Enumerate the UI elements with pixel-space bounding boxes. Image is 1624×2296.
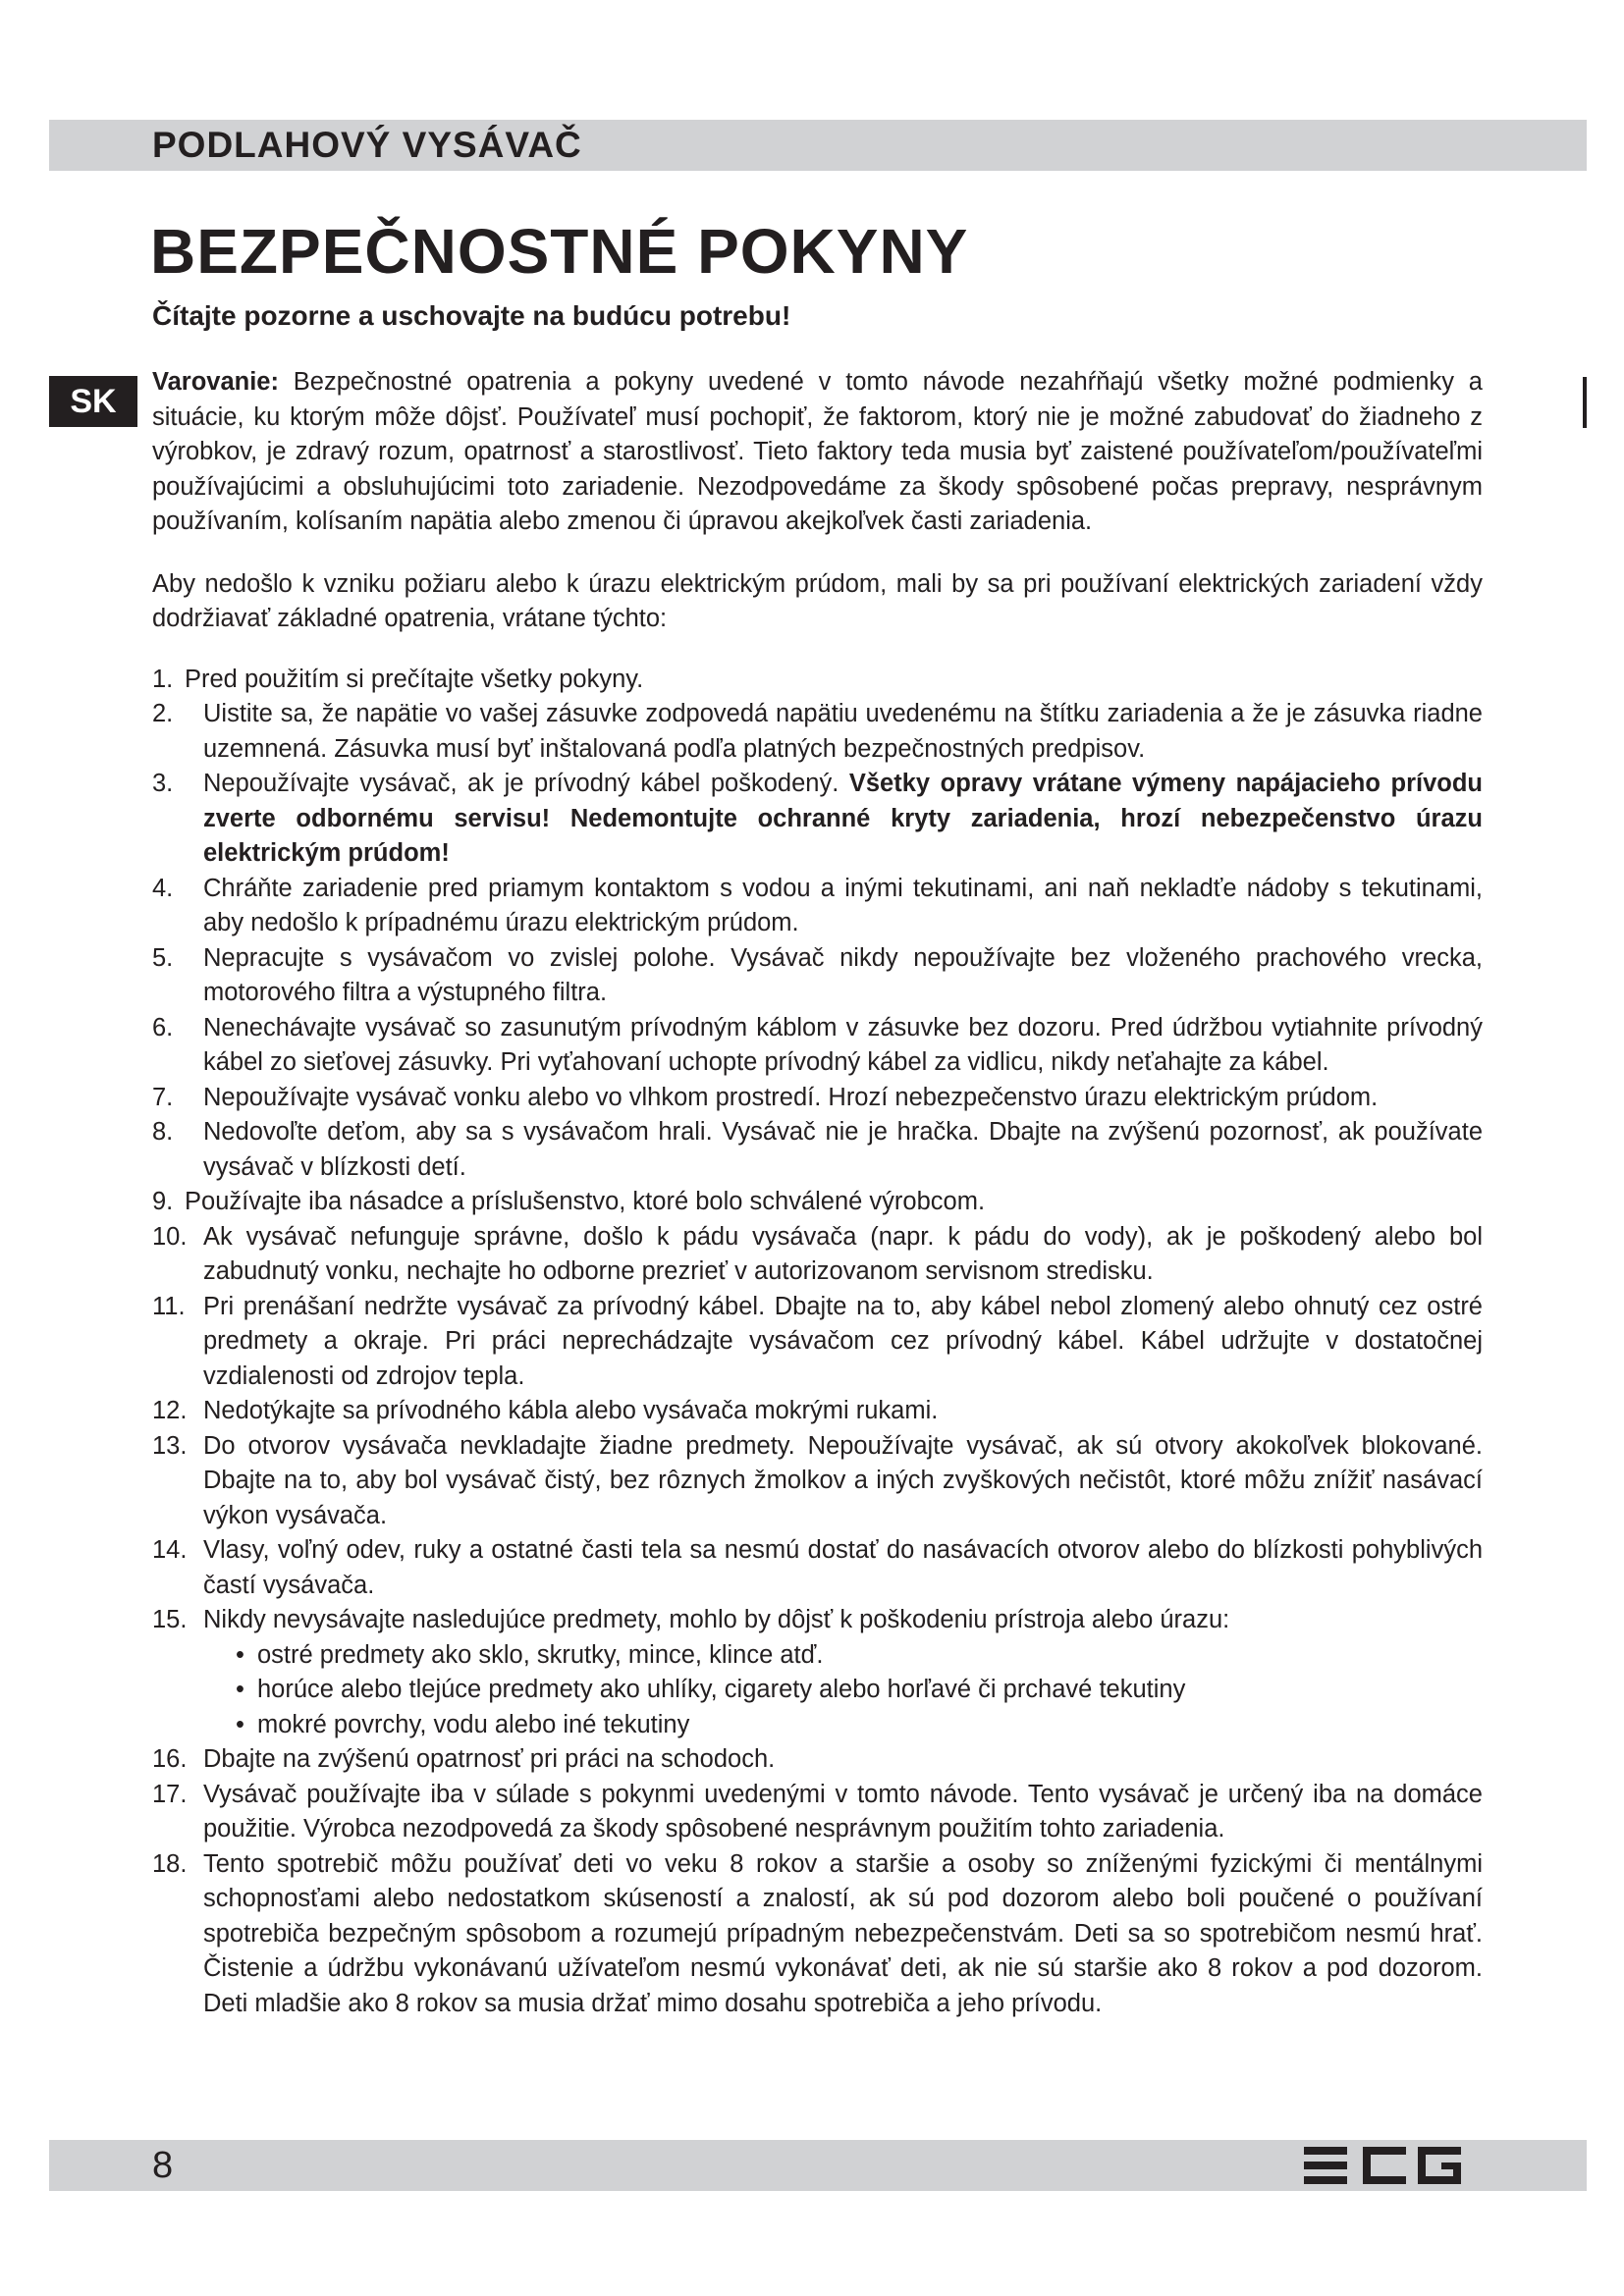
item-text: Nedotýkajte sa prívodného kábla alebo vysávača mokrými rukami.: [203, 1397, 939, 1424]
warning-text: Bezpečnostné opatrenia a pokyny uvedené v tomto návode nezahŕňajú všetky možné podmienky a situácie, ku ktorým môže dôjsť. Používateľ musí pochopiť, že faktorom, ktorý nie je možné zabudovať do žiadneho z výrobkov, je zdravý rozum, opatrnosť a starostlivosť. Tieto faktory teda musia byť zaistené používateľom/používateľmi používajúcimi a obsluhujúcimi toto zariadenie. Nezodpovedáme za škody spôsobené počas prepravy, nesprávnym používaním, kolísaním napätia alebo zmenou či úpravou akejkoľvek časti zariadenia.: [152, 368, 1483, 535]
instruction-item-5: [152, 941, 1483, 1011]
bullet-list: [182, 1638, 1483, 1743]
item-number: 7.: [152, 1083, 174, 1111]
bullet-text: mokré povrchy, vodu alebo iné tekutiny: [257, 1710, 690, 1738]
bullet-dot-icon: •: [236, 1676, 244, 1703]
item-number: 17.: [152, 1780, 188, 1808]
instruction-list: [152, 663, 1483, 2022]
page-title: BEZPEČNOSTNÉ POKYNY: [150, 216, 969, 287]
instruction-item-3: [152, 767, 1483, 872]
item-number: 13.: [152, 1431, 188, 1460]
item-number: 9.: [152, 1188, 174, 1215]
bullet-dot-icon: •: [236, 1710, 244, 1738]
instruction-item-17: [152, 1778, 1483, 1847]
item-number: 11.: [152, 1292, 186, 1320]
item-text: Uistite sa, že napätie vo vašej zásuvke zodpovedá napätiu uvedenému na štítku zariadenia a že je zásuvka riadne uzemnená. Zásuvka musí byť inštalovaná podľa platných bezpečnostných predpisov.: [203, 700, 1483, 763]
item-number: 4.: [152, 874, 174, 902]
instruction-item-2: [152, 697, 1483, 767]
item-text: Pri prenášaní nedržte vysávač za prívodný kábel. Dbajte na to, aby kábel nebol zlomený alebo ohnutý cez ostré predmety a okraje. Pri práci neprechádzajte vysávačom cez prívodný kábel. Kábel udržujte v dostatočnej vzdialenosti od zdrojov tepla.: [203, 1292, 1483, 1390]
item-number: 14.: [152, 1536, 188, 1564]
bullet-text: horúce alebo tlejúce predmety ako uhlíky, cigarety alebo horľavé či prchavé tekutiny: [257, 1676, 1186, 1703]
instruction-item-18: [152, 1847, 1483, 2022]
instruction-item-15: [152, 1603, 1483, 1742]
warning-paragraph: [152, 365, 1483, 540]
item-number: 3.: [152, 770, 174, 797]
item-text: Nepoužívajte vysávač vonku alebo vo vlhkom prostredí. Hrozí nebezpečenstvo úrazu elektrickým prúdom.: [203, 1083, 1379, 1111]
item-number: 8.: [152, 1118, 174, 1146]
document-body: [152, 365, 1483, 2021]
instruction-item-1: [152, 663, 1483, 698]
instruction-item-4: [152, 872, 1483, 941]
instruction-item-16: [152, 1742, 1483, 1778]
item-text: Ak vysávač nefunguje správne, došlo k pádu vysávača (napr. k pádu do vody), ak je poškodený alebo bol zabudnutý vonku, nechajte ho odborne prezrieť v autorizovanom servisnom stredisku.: [203, 1222, 1483, 1285]
margin-marker: [1583, 377, 1587, 428]
item-number: 2.: [152, 700, 174, 727]
item-text: Nepracujte s vysávačom vo zvislej polohe. Vysávač nikdy nepoužívajte bez vloženého prachového vrecka, motorového filtra a výstupného filtra.: [203, 943, 1483, 1006]
item-bold-text: Všetky opravy vrátane výmeny napájacieho prívodu zverte odbornému servisu! Nedemontujte ochranné kryty zariadenia, hrozí nebezpečenstvo úrazu elektrickým prúdom!: [203, 770, 1483, 867]
header-title: PODLAHOVÝ VYSÁVAČ: [152, 125, 582, 165]
item-number: 1.: [152, 665, 174, 693]
item-text: Do otvorov vysávača nevkladajte žiadne predmety. Nepoužívajte vysávač, ak sú otvory akokoľvek blokované. Dbajte na to, aby bol vysávač čistý, bez rôznych žmolkov a iných zvyškových nečistôt, ktoré môžu znížiť nasávací výkon vysávača.: [203, 1431, 1483, 1529]
language-badge: SK: [49, 376, 137, 427]
item-number: 15.: [152, 1606, 188, 1633]
bullet-text: ostré predmety ako sklo, skrutky, mince, klince atď.: [257, 1640, 824, 1669]
item-number: 10.: [152, 1222, 188, 1251]
item-text: Nikdy nevysávajte nasledujúce predmety, mohlo by dôjsť k poškodeniu prístroja alebo úrazu:: [203, 1606, 1230, 1633]
instruction-item-13: [152, 1429, 1483, 1534]
page-number: 8: [152, 2145, 174, 2186]
subtitle: Čítajte pozorne a uschovajte na budúcu potrebu!: [152, 300, 791, 331]
instruction-item-7: [152, 1081, 1483, 1116]
instruction-item-6: [152, 1011, 1483, 1081]
item-number: 16.: [152, 1745, 188, 1773]
item-number: 5.: [152, 943, 174, 972]
item-text: Dbajte na zvýšenú opatrnosť pri práci na schodoch.: [203, 1745, 776, 1773]
item-text: Nedovoľte deťom, aby sa s vysávačom hrali. Vysávač nie je hračka. Dbajte na zvýšenú pozornosť, ak používate vysávač v blízkosti detí.: [203, 1118, 1483, 1181]
item-text: Vysávač používajte iba v súlade s pokynmi uvedenými v tomto návode. Tento vysávač je určený iba na domáce použitie. Výrobca nezodpovedá za škody spôsobené nesprávnym použitím tohto zariadenia.: [203, 1780, 1483, 1842]
bullet-dot-icon: •: [236, 1640, 244, 1669]
bullet-item: [236, 1673, 1483, 1708]
item-text: Nepoužívajte vysávač, ak je prívodný kábel poškodený.: [203, 770, 849, 797]
item-text: Používajte iba násadce a príslušenstvo, ktoré bolo schválené výrobcom.: [185, 1188, 986, 1215]
warning-label: Varovanie:: [152, 368, 279, 396]
bullet-item: [236, 1708, 1483, 1743]
item-number: 12.: [152, 1397, 188, 1424]
instruction-item-14: [152, 1533, 1483, 1603]
item-text: Tento spotrebič môžu používať deti vo veku 8 rokov a staršie a osoby so zníženými fyzickými či mentálnymi schopnosťami alebo nedostatkom skúseností a znalostí, ak sú pod dozorom alebo boli poučené o používaní spotrebiča bezpečným spôsobom a rozumejú prípadným nebezpečenstvám. Deti sa so spotrebičom nesmú hrať. Čistenie a údržbu vykonávanú užívateľom nesmú vykonávať deti, ak nie sú staršie ako 8 rokov a pod dozorom. Deti mladšie ako 8 rokov sa musia držať mimo dosahu spotrebiča a jeho prívodu.: [203, 1849, 1483, 2017]
item-number: 6.: [152, 1013, 174, 1041]
instruction-item-9: [152, 1185, 1483, 1220]
instruction-item-11: [152, 1290, 1483, 1395]
item-text: Vlasy, voľný odev, ruky a ostatné časti tela sa nesmú dostať do nasávacích otvorov alebo do blízkosti pohyblivých častí vysávača.: [203, 1536, 1483, 1599]
item-text: Pred použitím si prečítajte všetky pokyny.: [185, 665, 644, 693]
intro-paragraph: Aby nedošlo k vzniku požiaru alebo k úrazu elektrickým prúdom, mali by sa pri používaní elektrických zariadení vždy dodržiavať základné opatrenia, vrátane týchto:: [152, 569, 1483, 632]
instruction-item-12: [152, 1394, 1483, 1429]
item-text: Chráňte zariadenie pred priamym kontaktom s vodou a inými tekutinami, ani naň nekladťe nádoby s tekutinami, aby nedošlo k prípadnému úrazu elektrickým prúdom.: [203, 874, 1483, 936]
item-text: Nenechávajte vysávač so zasunutým prívodným káblom v zásuvke bez dozoru. Pred údržbou vytiahnite prívodný kábel zo sieťovej zásuvky. Pri vyťahovaní uchopte prívodný kábel za vidlicu, nikdy neťahajte za kábel.: [203, 1013, 1483, 1076]
bullet-item: [236, 1638, 1483, 1674]
item-number: 18.: [152, 1849, 188, 1878]
ecg-logo: [1304, 2147, 1461, 2184]
instruction-item-10: [152, 1220, 1483, 1290]
instruction-item-8: [152, 1115, 1483, 1185]
